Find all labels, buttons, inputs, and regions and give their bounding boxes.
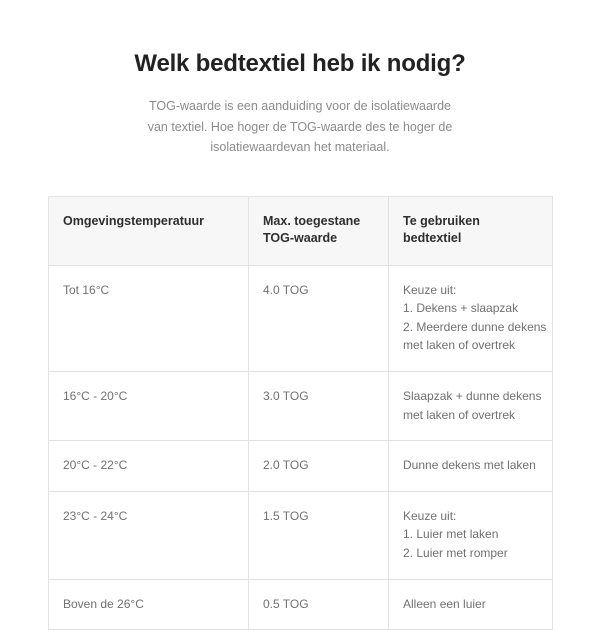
cell-temperature	[49, 265, 249, 371]
column-header-tog	[249, 196, 389, 265]
table-row	[49, 372, 553, 441]
cell-line: 2. Meerdere dunne dekens	[403, 319, 547, 334]
cell-line: 23°C - 24°C	[63, 508, 128, 523]
table-row	[49, 441, 553, 492]
cell-temperature	[49, 579, 249, 630]
cell-line: met laken of overtrek	[403, 338, 516, 353]
column-header-textile	[389, 196, 553, 265]
column-header-line: Omgevingstemperatuur	[63, 213, 205, 228]
page-title: Welk bedtextiel heb ik nodig?	[134, 50, 466, 77]
cell-tog	[249, 441, 389, 492]
intro-line: TOG-waarde is een aanduiding voor de isolatiewaarde	[148, 99, 452, 113]
cell-line: 0.5 TOG	[263, 596, 309, 611]
cell-tog	[249, 265, 389, 371]
table-row	[49, 579, 553, 630]
cell-tog	[249, 491, 389, 579]
cell-line: 16°C - 20°C	[63, 389, 128, 403]
intro-line: van textiel. Hoe hoger de TOG-waarde des te hoger de	[147, 119, 453, 134]
table-row	[49, 491, 553, 579]
column-header-line: Te gebruiken	[403, 213, 480, 228]
cell-line: 1.5 TOG	[263, 508, 309, 523]
column-header-temperature	[49, 196, 249, 265]
column-header-line: Max. toegestane	[263, 213, 361, 228]
intro-paragraph	[135, 96, 465, 158]
cell-line: met laken of overtrek	[403, 407, 516, 422]
tog-table-container	[48, 196, 552, 630]
intro-line: isolatiewaardevan het materiaal.	[210, 140, 390, 155]
column-header-line: bedtextiel	[403, 230, 462, 245]
cell-textile	[389, 265, 553, 371]
cell-line: Tot 16°C	[63, 282, 110, 297]
table-header-row	[49, 196, 553, 265]
cell-temperature	[49, 491, 249, 579]
cell-tog	[249, 579, 389, 630]
cell-line: 2. Luier met romper	[403, 545, 508, 560]
cell-line: 2.0 TOG	[263, 458, 309, 473]
cell-temperature	[49, 372, 249, 441]
table-body	[49, 265, 553, 630]
tog-table	[48, 196, 553, 630]
cell-line: 1. Dekens + slaapzak	[403, 301, 519, 316]
table-header	[49, 196, 553, 265]
cell-line: Keuze uit:	[403, 508, 457, 523]
cell-line: 3.0 TOG	[263, 389, 309, 403]
cell-line: Slaapzak + dunne dekens	[403, 389, 542, 403]
cell-textile	[389, 491, 553, 579]
cell-line: Boven de 26°C	[63, 596, 144, 611]
cell-line: Dunne dekens met laken	[403, 458, 536, 473]
cell-temperature	[49, 441, 249, 492]
cell-textile	[389, 441, 553, 492]
cell-line: 4.0 TOG	[263, 282, 309, 297]
table-row	[49, 265, 553, 371]
cell-line: 1. Luier met laken	[403, 527, 499, 542]
cell-line: Alleen een luier	[403, 596, 486, 611]
cell-textile	[389, 579, 553, 630]
cell-textile	[389, 372, 553, 441]
cell-line: 20°C - 22°C	[63, 458, 128, 473]
cell-tog	[249, 372, 389, 441]
cell-line: Keuze uit:	[403, 282, 457, 297]
column-header-line: TOG-waarde	[263, 230, 338, 245]
